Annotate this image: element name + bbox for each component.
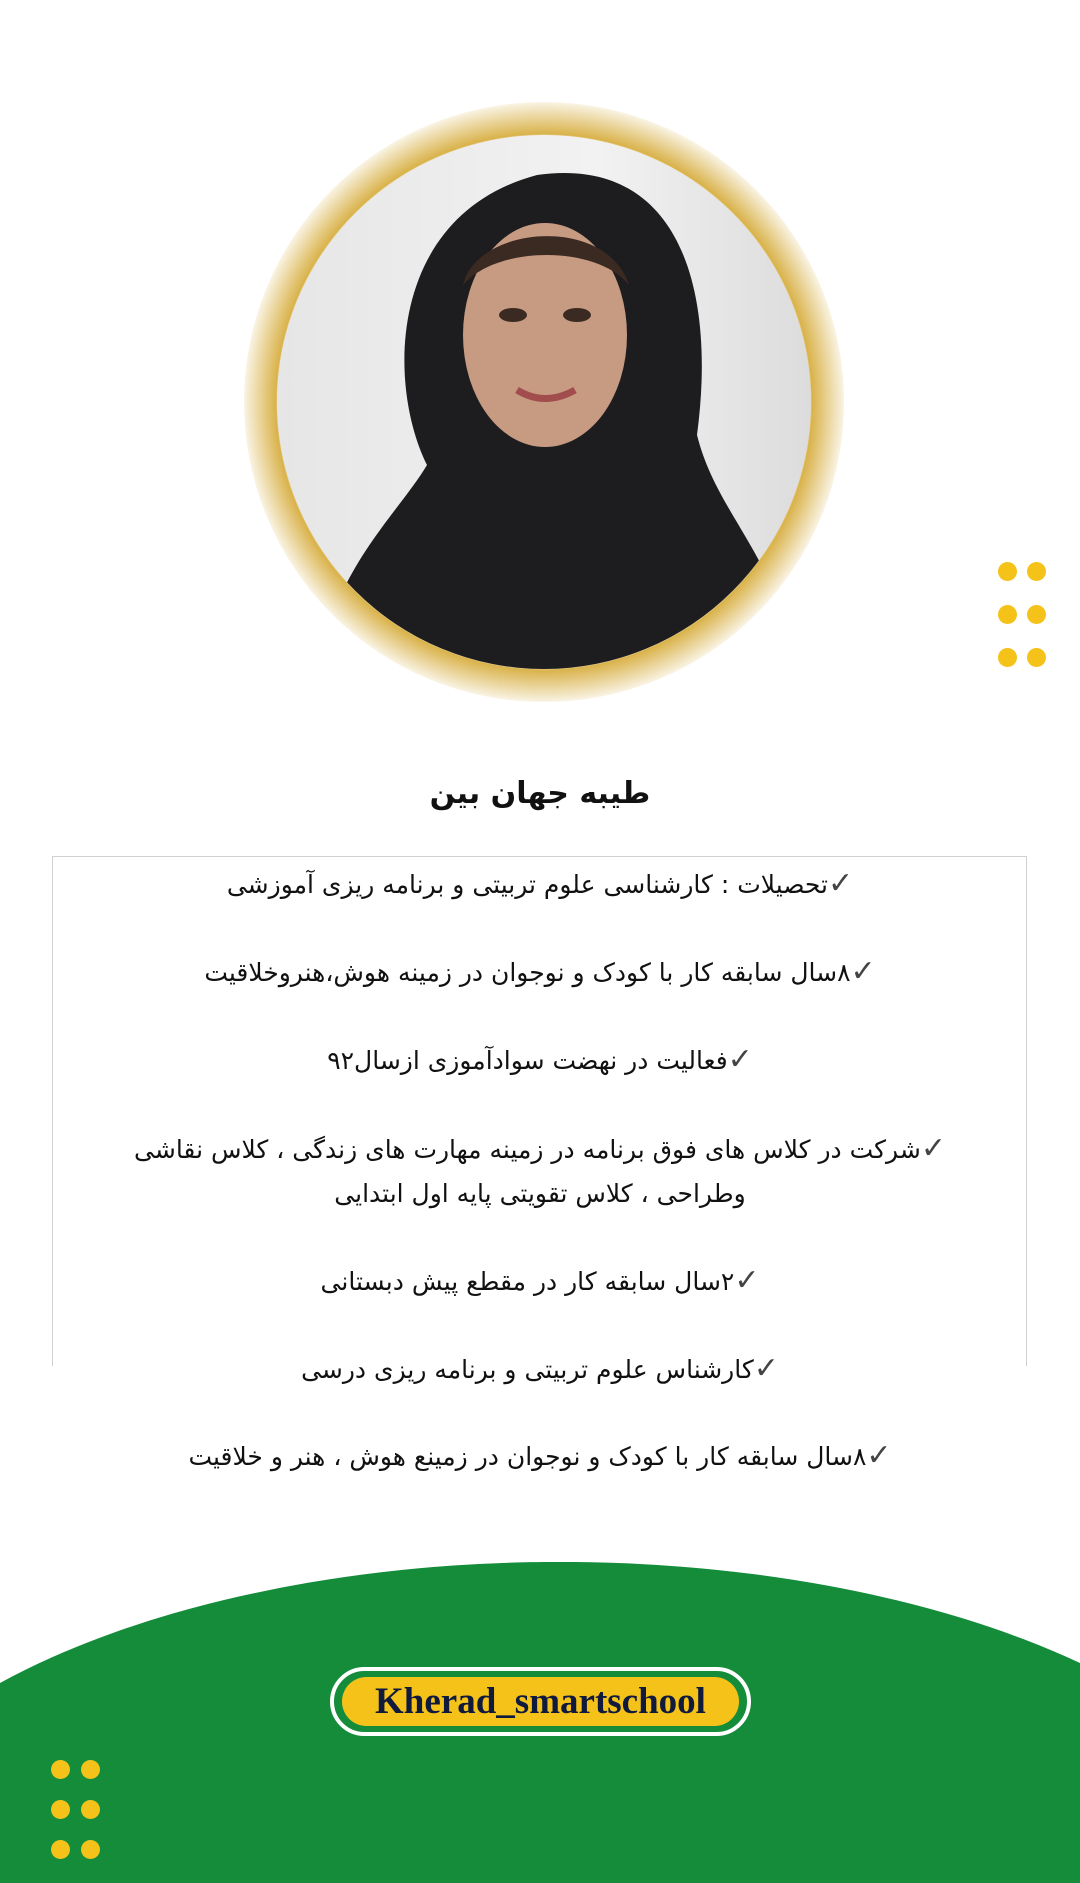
check-icon: ✓ (753, 1351, 779, 1386)
profile-photo (277, 135, 811, 669)
check-icon: ✓ (734, 1263, 760, 1298)
decor-dot (998, 648, 1017, 667)
decor-dot (81, 1840, 100, 1859)
bio-item (120, 1038, 960, 1083)
check-icon: ✓ (866, 1438, 892, 1473)
bio-item (120, 1259, 960, 1304)
bio-item-text: ۸سال سابقه کار با کودک و نوجوان در زمینه هوش،هنروخلاقیت (204, 958, 851, 987)
decor-dot (998, 562, 1017, 581)
decor-dot (1027, 648, 1046, 667)
decor-dot (51, 1840, 70, 1859)
decor-dot (998, 605, 1017, 624)
check-icon: ✓ (850, 954, 876, 989)
decor-dot (1027, 562, 1046, 581)
check-icon: ✓ (920, 1131, 946, 1166)
logo-text: Kherad_smartschool (342, 1677, 739, 1726)
bio-item (120, 1347, 960, 1392)
bio-item (120, 950, 960, 995)
bio-item (120, 862, 960, 907)
decor-dot (1027, 605, 1046, 624)
decor-dot (81, 1800, 100, 1819)
teacher-name: طیبه جهان بین (429, 776, 651, 811)
bio-item-text: ۸سال سابقه کار با کودک و نوجوان در زمینع هوش ، هنر و خلاقیت (188, 1442, 867, 1471)
bio-item (120, 1434, 960, 1479)
bio-item-text: فعالیت در نهضت سوادآموزی ازسال۹۲ (327, 1046, 728, 1075)
decor-dot (51, 1760, 70, 1779)
portrait-image (277, 135, 811, 669)
bio-item-text: ۲سال سابقه کار در مقطع پیش دبستانی (320, 1267, 735, 1296)
decor-dot (51, 1800, 70, 1819)
decor-dot (81, 1760, 100, 1779)
bio-item-text: تحصیلات : کارشناسی علوم تربیتی و برنامه ریزی آموزشی (226, 870, 829, 899)
bio-item-text: شرکت در کلاس های فوق برنامه در زمینه مهارت های زندگی ، کلاس نقاشی وطراحی ، کلاس تقویتی پایه اول ابتدایی (134, 1135, 921, 1208)
school-logo (330, 1667, 751, 1736)
check-icon: ✓ (828, 866, 854, 901)
bio-item-text: کارشناس علوم تربیتی و برنامه ریزی درسی (301, 1355, 754, 1384)
check-icon: ✓ (727, 1042, 753, 1077)
bio-item (120, 1127, 960, 1216)
